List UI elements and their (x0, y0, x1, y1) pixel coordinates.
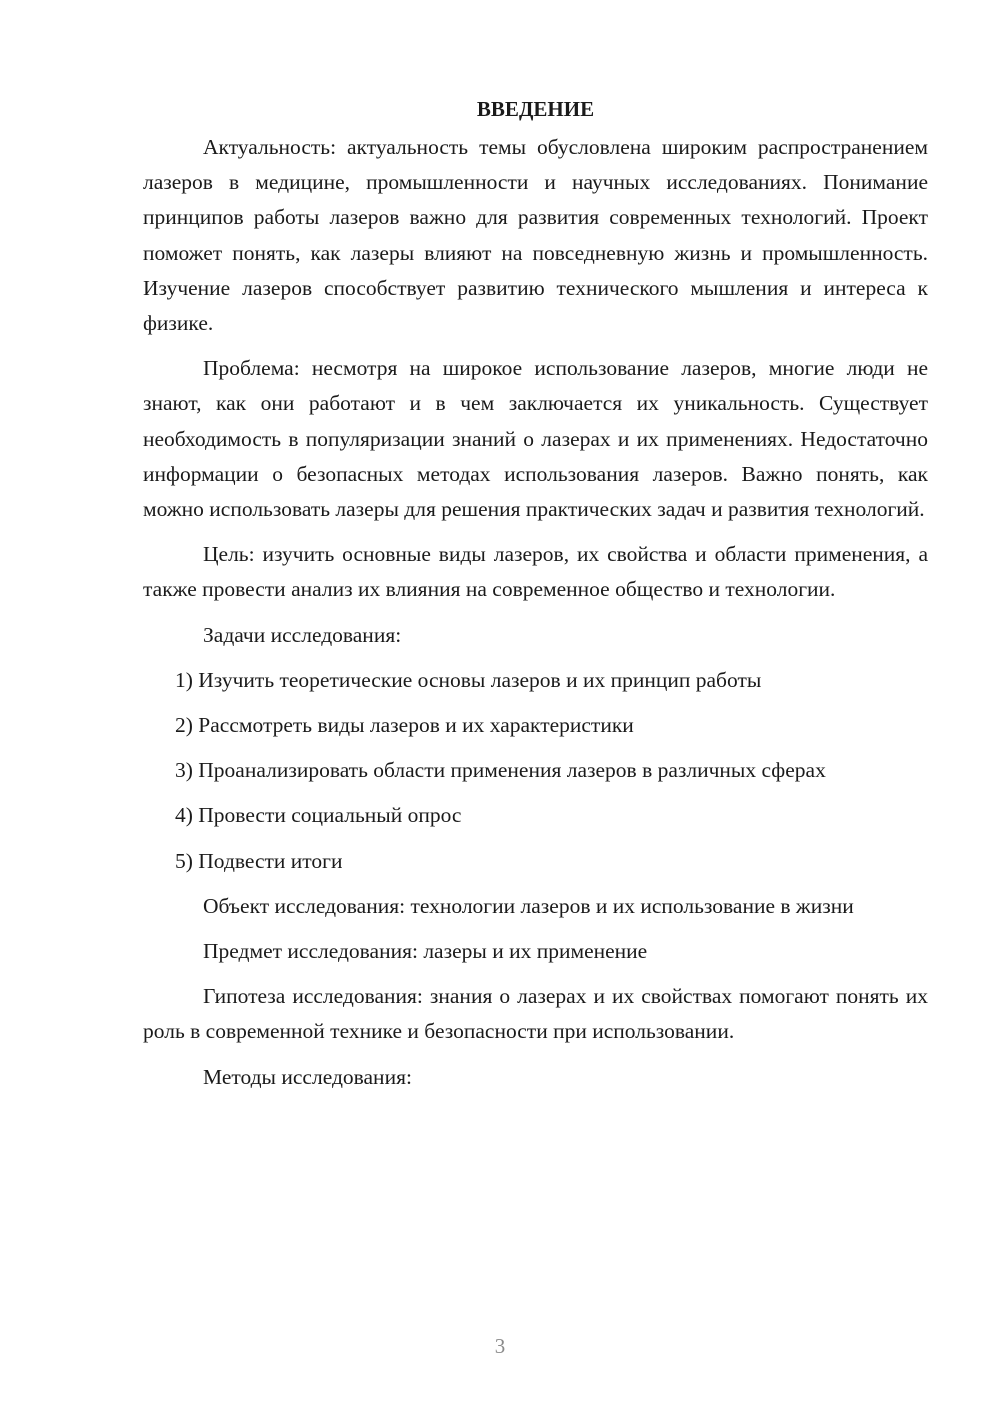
page-number: 3 (494, 1334, 506, 1358)
methods-heading: Методы исследования: (203, 1064, 412, 1089)
relevance-paragraph: Актуальность: актуальность темы обусловлена широким распространением лазеров в медицине, промышленности и научных исследованиях. Понимание принципов работы лазеров важно для развития современных технологий. Проект поможет понять, как лазеры влияют на повседневную жизнь и промышленность. Изучение лазеров способствует развитию технического мышления и интереса к физике. (143, 135, 928, 336)
section-title: ВВЕДЕНИЕ (476, 97, 595, 121)
subject-paragraph: Предмет исследования: лазеры и их применение (203, 939, 648, 964)
document-page (143, 92, 928, 1105)
goal-paragraph: Цель: изучить основные виды лазеров, их свойства и области применения, а также провести анализ их влияния на современное общество и технологии. (143, 542, 928, 602)
task-item-1: 1) Изучить теоретические основы лазеров и их принцип работы (175, 667, 762, 692)
tasks-heading: Задачи исследования: (203, 622, 402, 647)
task-item-4: 4) Провести социальный опрос (175, 803, 462, 828)
task-item-2: 2) Рассмотреть виды лазеров и их характеристики (175, 713, 634, 738)
problem-paragraph: Проблема: несмотря на широкое использование лазеров, многие люди не знают, как они работают и в чем заключается их уникальность. Существует необходимость в популяризации знаний о лазерах и их применениях. Недостаточно информации о безопасных методах использования лазеров. Важно понять, как можно использовать лазеры для решения практических задач и развития технологий. (143, 356, 928, 522)
task-item-3: 3) Проанализировать области применения лазеров в различных сферах (175, 758, 826, 783)
object-paragraph: Объект исследования: технологии лазеров и их использование в жизни (203, 893, 854, 918)
task-item-5: 5) Подвести итоги (175, 848, 343, 873)
hypothesis-paragraph: Гипотеза исследования: знания о лазерах и их свойствах помогают понять их роль в современной технике и безопасности при использовании. (143, 984, 928, 1044)
